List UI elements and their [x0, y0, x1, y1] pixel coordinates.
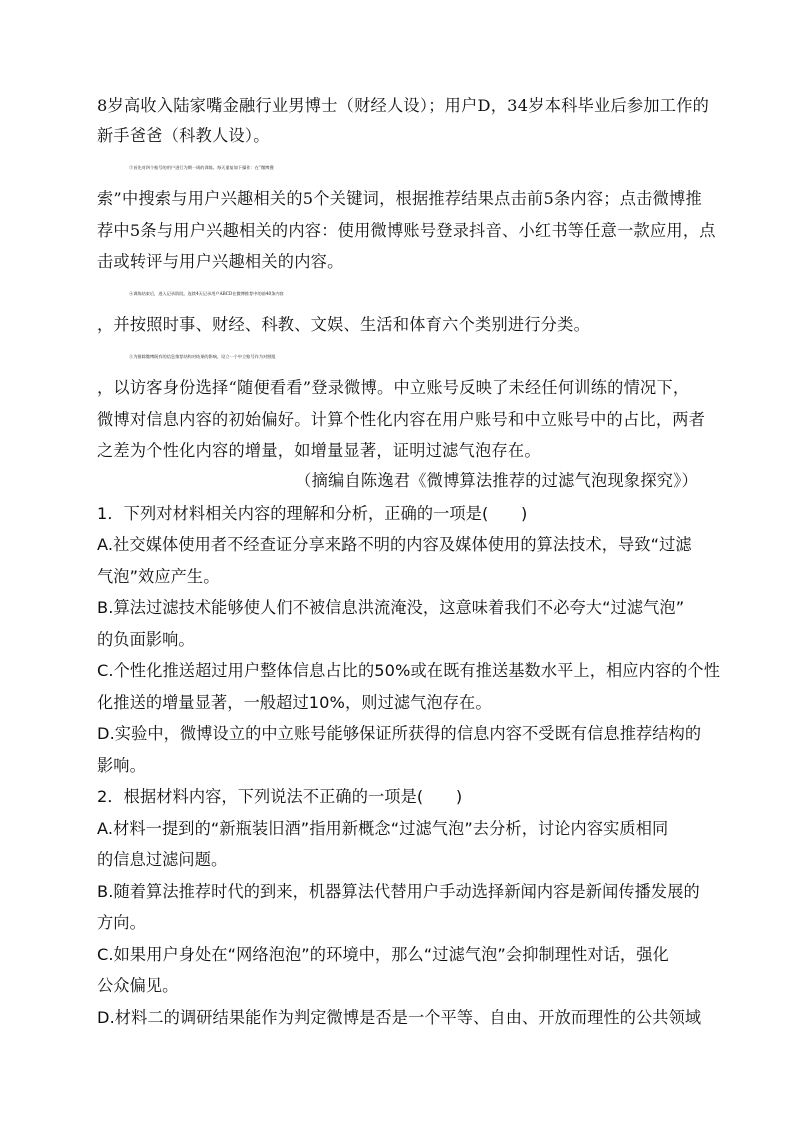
material-paragraph-3-start: ③首先对四个账号的用户进行为期一周的训练。每天重复如下操作：在“微博搜 [129, 165, 274, 170]
material-line-12: 之差为个性化内容的增量，如增量显著，证明过滤气泡存在。 [97, 441, 541, 460]
question-2-option-a-cont: 的信息过滤问题。 [97, 850, 228, 869]
question-1-option-a: A.社交媒体使用者不经查证分享来路不明的内容及媒体使用的算法技术，导致“过滤 [97, 535, 692, 554]
material-source: （摘编自陈逸君《微博算法推荐的过滤气泡现象探究》） [295, 471, 698, 490]
material-paragraph-5-start: ⑤为排除微博既有的信息推荐结构对结果的影响，设立一个中立账号作为对照组 [129, 354, 276, 359]
question-1-option-d: D.实验中，微博设立的中立账号能够保证所获得的信息内容不受既有信息推荐结构的 [97, 724, 702, 743]
question-2-option-b: B.随着算法推荐时代的到来，机器算法代替用户手动选择新闻内容是新闻传播发展的 [97, 882, 700, 901]
question-1-option-c: C.个性化推送超过用户整体信息占比的50%或在既有推送基数水平上，相应内容的个性 [97, 661, 720, 680]
question-2-option-d: D.材料二的调研结果能作为判定微博是否是一个平等、自由、开放而理性的公共领域 [97, 1008, 702, 1027]
material-paragraph-4-start: ④训练结束后，进入记录阶段。连续4天记录用户ABCD在微博推荐中的前40条内容 [129, 291, 284, 296]
question-1-option-d-cont: 影响。 [97, 756, 146, 775]
question-1-option-b-cont: 的负面影响。 [97, 630, 195, 649]
question-2-option-a: A.材料一提到的“新瓶装旧酒”指用新概念“过滤气泡”去分析，讨论内容实质相同 [97, 819, 669, 838]
question-2-option-c: C.如果用户身处在“网络泡泡”的环境中，那么“过滤气泡”会抑制理性对话，强化 [97, 945, 669, 964]
material-line-5: 荐中5条与用户兴趣相关的内容：使用微博账号登录抖音、小红书等任意一款应用，点 [97, 221, 716, 240]
question-1-stem: 1．下列对材料相关内容的理解和分析，正确的一项是( ) [97, 504, 528, 523]
material-line-2: 新手爸爸（科教人设）。 [97, 126, 270, 145]
material-line-8: ，并按照时事、财经、科教、文娱、生活和体育六个类别进行分类。 [97, 315, 591, 334]
material-line-6: 击或转评与用户兴趣相关的内容。 [97, 252, 344, 271]
question-1-option-a-cont: 气泡”效应产生。 [97, 567, 220, 586]
material-line-10: ，以访客身份选择“随便看看”登录微博。中立账号反映了未经任何训练的情况下， [97, 378, 690, 397]
question-2-option-c-cont: 公众偏见。 [97, 976, 179, 995]
material-line-4: 索”中搜索与用户兴趣相关的5个关键词，根据推荐结果点击前5条内容；点击微博推 [97, 189, 702, 208]
material-line-1: 8岁高收入陆家嘴金融行业男博士（财经人设）；用户D，34岁本科毕业后参加工作的 [97, 96, 710, 115]
question-2-option-b-cont: 方向。 [97, 913, 146, 932]
question-2-stem: 2．根据材料内容，下列说法不正确的一项是( ) [97, 787, 463, 806]
question-1-option-b: B.算法过滤技术能够使人们不被信息洪流淹没，这意味着我们不必夸大“过滤气泡” [97, 598, 685, 617]
question-1-option-c-cont: 化推送的增量显著，一般超过10%，则过滤气泡存在。 [97, 693, 492, 712]
material-line-11: 微博对信息内容的初始偏好。计算个性化内容在用户账号和中立账号中的占比，两者 [97, 410, 706, 429]
